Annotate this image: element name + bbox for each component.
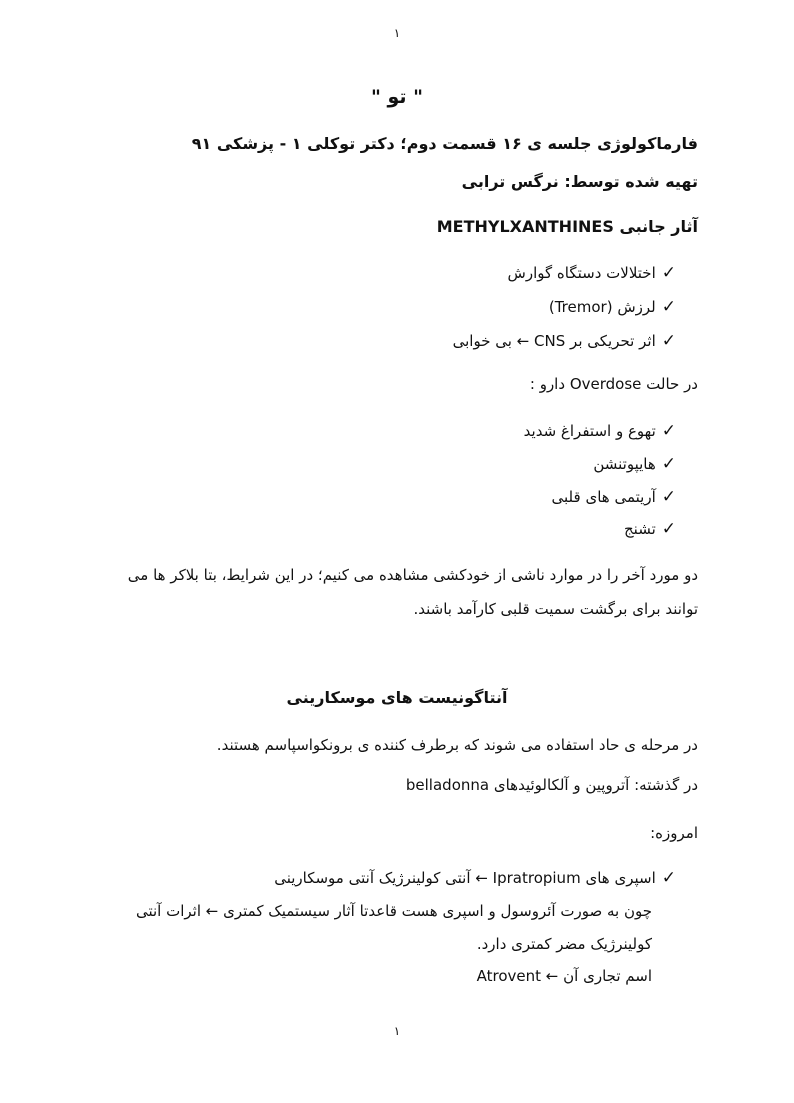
- section2-paragraph-2: در گذشته: آتروپین و آلکالوئیدهای belladonna: [405, 776, 698, 794]
- overdose-item: ✓هایپوتنشن: [593, 454, 676, 474]
- left-arrow-icon: ←: [475, 869, 488, 887]
- section1-heading-fa: آثار جانبی: [619, 217, 698, 236]
- checkmark-icon: ✓: [661, 297, 676, 317]
- ipratropium-sub-3: اسم تجاری آن ← Atrovent: [476, 967, 652, 985]
- checkmark-icon: ✓: [661, 487, 676, 507]
- left-arrow-icon: ←: [516, 332, 530, 350]
- ipratropium-sub-2: کولینرژیک مضر کمتری دارد.: [476, 935, 652, 953]
- side-effect-item: ✓اختلالات دستگاه گوارش: [507, 263, 676, 283]
- overdose-item: ✓تشنج: [623, 519, 676, 539]
- paragraph-line-2: توانند برای برگشت سمیت قلبی کارآمد باشند.: [413, 600, 698, 618]
- checkmark-icon: ✓: [661, 519, 676, 539]
- section2-heading: آنتاگونیست های موسکارینی: [286, 688, 508, 707]
- ipratropium-item: ✓اسپری های Ipratropium ← آنتی کولینرژیک آنتی موسکارینی: [274, 868, 676, 888]
- checkmark-icon: ✓: [661, 331, 676, 351]
- overdose-item: ✓تهوع و استفراغ شدید: [523, 421, 676, 441]
- section1-heading-en: METHYLXANTHINES: [436, 217, 614, 236]
- checkmark-icon: ✓: [661, 868, 676, 888]
- left-arrow-icon: ←: [205, 902, 219, 920]
- paragraph-line-1: دو مورد آخر را در موارد ناشی از خودکشی مشاهده می کنیم؛ در این شرایط، بتا بلاکر ها می: [127, 566, 698, 584]
- section2-paragraph-3: امروزه:: [650, 824, 698, 842]
- document-title: " تو ": [370, 86, 424, 108]
- left-arrow-icon: ←: [545, 967, 559, 985]
- checkmark-icon: ✓: [661, 421, 676, 441]
- ipratropium-sub-1: چون به صورت آئروسول و اسپری هست قاعدتا آثار سیستمیک کمتری ← اثرات آنتی: [135, 902, 652, 920]
- page-number-top: ۱: [393, 26, 401, 40]
- header-line-2: تهیه شده توسط: نرگس ترابی: [461, 172, 698, 191]
- section1-heading: [437, 217, 698, 236]
- checkmark-icon: ✓: [661, 454, 676, 474]
- overdose-intro: در حالت Overdose دارو :: [529, 375, 698, 393]
- side-effect-item: ✓اثر تحریکی بر CNS ← بی خوابی: [452, 331, 676, 351]
- checkmark-icon: ✓: [661, 263, 676, 283]
- side-effect-item: ✓لرزش (Tremor): [548, 297, 676, 317]
- section2-paragraph-1: در مرحله ی حاد استفاده می شوند که برطرف کننده ی برونکواسپاسم هستند.: [216, 736, 698, 754]
- header-line-1: فارماکولوژی جلسه ی ۱۶ قسمت دوم؛ دکتر توکلی ۱ - پزشکی ۹۱: [191, 134, 698, 153]
- overdose-item: ✓آریتمی های قلبی: [551, 487, 676, 507]
- page-number-bottom: ۱: [393, 1024, 401, 1038]
